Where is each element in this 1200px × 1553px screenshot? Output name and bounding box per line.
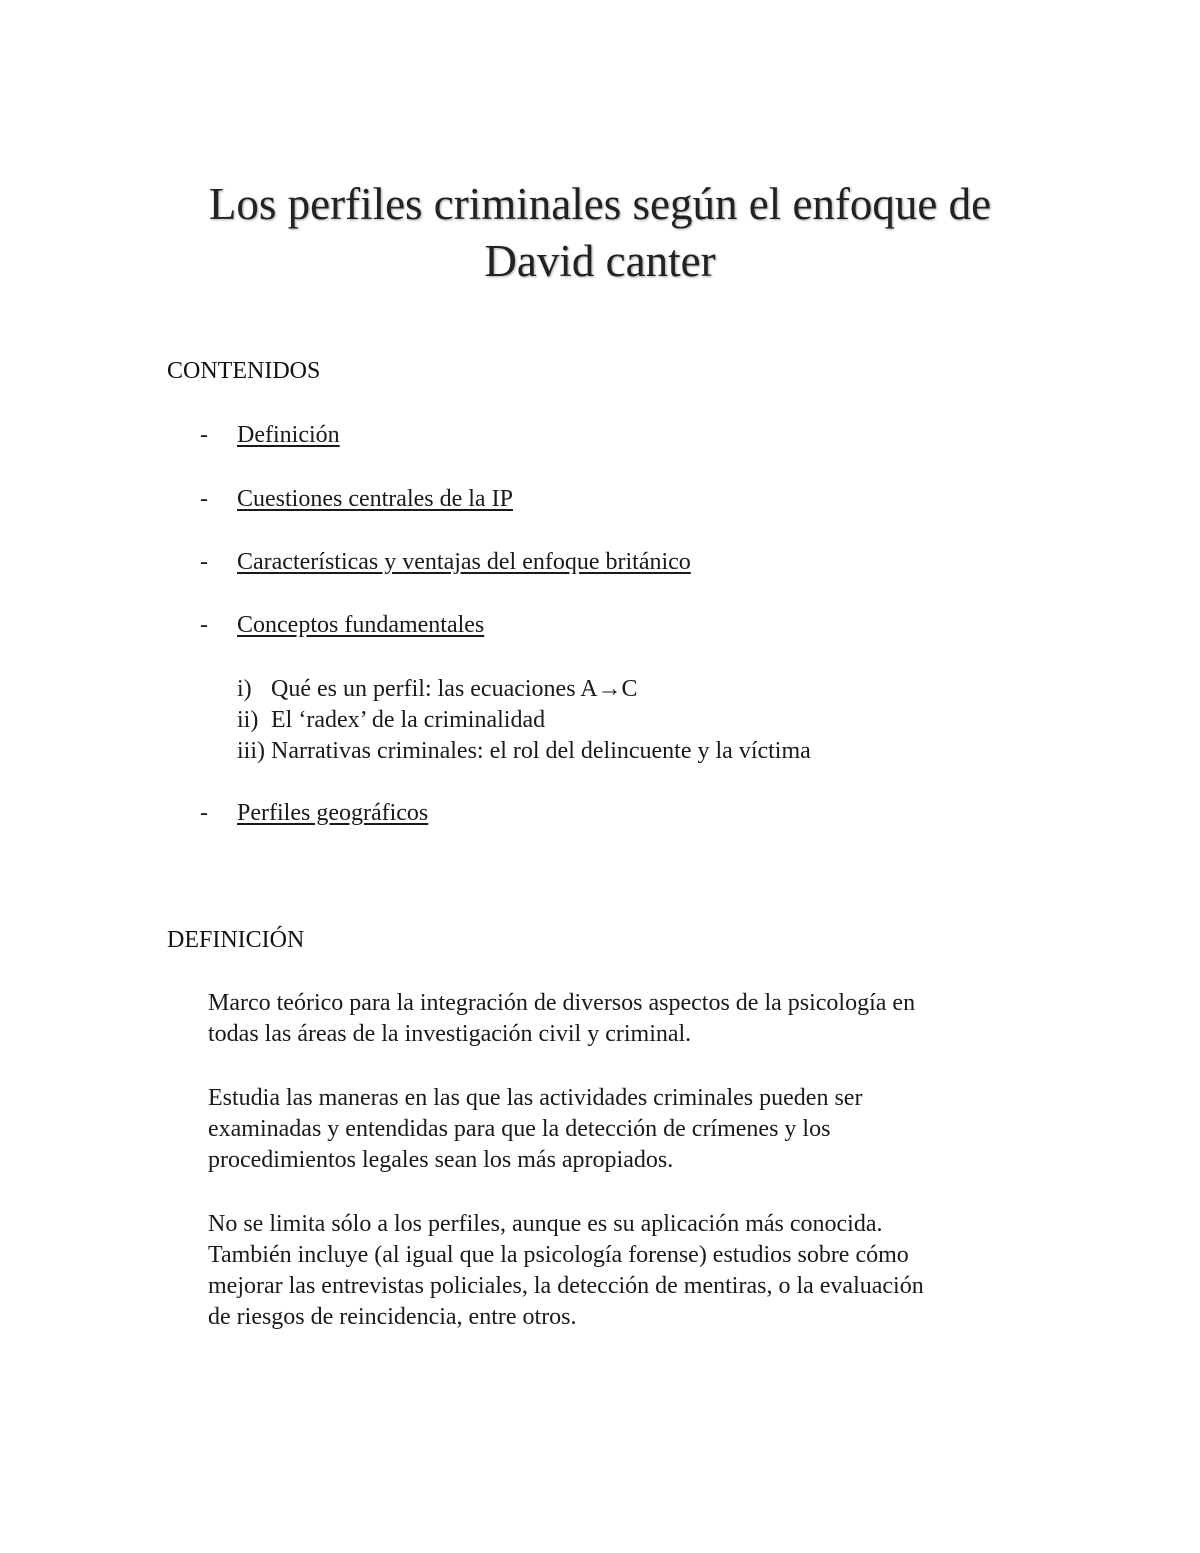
sublist-item — [237, 674, 811, 705]
paragraph-line: mejorar las entrevistas policiales, la detección de mentiras, o la evaluación — [208, 1273, 924, 1299]
contents-heading: CONTENIDOS — [167, 358, 321, 384]
paragraph-line: Marco teórico para la integración de diversos aspectos de la psicología en — [208, 990, 916, 1016]
sublist-number: i) — [237, 676, 252, 702]
definition-paragraph-1 — [208, 988, 1048, 1050]
toc-item-caracteristicas[interactable] — [200, 547, 691, 577]
definition-paragraph-2 — [208, 1083, 1048, 1176]
toc-dash: - — [200, 549, 208, 575]
toc-link-label[interactable]: Perfiles geográficos — [237, 800, 429, 826]
toc-link-label[interactable]: Definición — [237, 422, 340, 448]
paragraph-line: También incluye (al igual que la psicología forense) estudios sobre cómo — [208, 1242, 909, 1268]
toc-dash: - — [200, 612, 208, 638]
paragraph-line: Estudia las maneras en las que las actividades criminales pueden ser — [208, 1085, 863, 1111]
sublist-text: Narrativas criminales: el rol del delincuente y la víctima — [271, 738, 811, 764]
definition-paragraph-3 — [208, 1209, 1048, 1333]
toc-link-label[interactable]: Conceptos fundamentales — [237, 612, 485, 638]
paragraph-line: de riesgos de reincidencia, entre otros. — [208, 1304, 577, 1330]
sublist-number: iii) — [237, 738, 265, 764]
definition-heading: DEFINICIÓN — [167, 927, 305, 953]
toc-dash: - — [200, 422, 208, 448]
toc-item-definicion[interactable] — [200, 420, 340, 450]
toc-item-cuestiones[interactable] — [200, 484, 513, 514]
title-line-2: David canter — [484, 236, 716, 286]
sublist-number: ii) — [237, 707, 259, 733]
toc-link-label[interactable]: Cuestiones centrales de la IP — [237, 486, 513, 512]
toc-dash: - — [200, 800, 208, 826]
sublist-text: El ‘radex’ de la criminalidad — [271, 707, 546, 733]
toc-item-conceptos[interactable] — [200, 610, 484, 640]
title-line-1: Los perfiles criminales según el enfoque de — [208, 179, 992, 229]
paragraph-line: examinadas y entendidas para que la detección de crímenes y los — [208, 1116, 831, 1142]
toc-item-perfiles-geograficos[interactable] — [200, 798, 428, 828]
concepts-sublist — [237, 674, 811, 767]
paragraph-line: procedimientos legales sean los más apropiados. — [208, 1147, 674, 1173]
sublist-item — [237, 705, 811, 736]
toc-dash: - — [200, 486, 208, 512]
paragraph-line: No se limita sólo a los perfiles, aunque es su aplicación más conocida. — [208, 1211, 883, 1237]
document-title — [0, 176, 1200, 290]
sublist-item — [237, 736, 811, 767]
toc-link-label[interactable]: Características y ventajas del enfoque británico — [237, 549, 691, 575]
paragraph-line: todas las áreas de la investigación civil y criminal. — [208, 1021, 692, 1047]
sublist-text: Qué es un perfil: las ecuaciones A→C — [271, 676, 638, 702]
